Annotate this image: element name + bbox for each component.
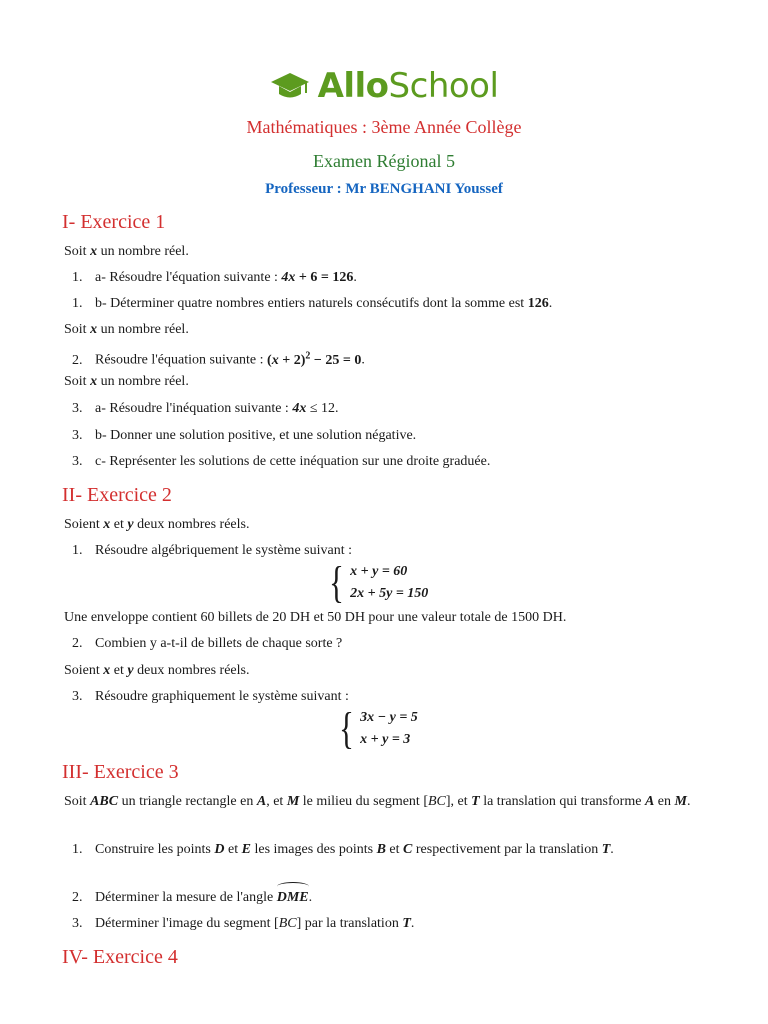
ex1-question-2: 2. Résoudre l'équation suivante : $(x + 2)^2 - 25 = 0$. <box>72 350 365 368</box>
ex1-question-1b: 1. b- Déterminer quatre nombres entiers naturels consécutifs dont la somme est 126. <box>72 296 553 311</box>
subject-title: Mathématiques : 3ème Année Collège <box>246 117 522 137</box>
ex3-question-1: 1. Construire les points D et E les images des points B et C respectivement par la translation T. <box>72 842 614 857</box>
ex2-system-2 <box>336 704 418 753</box>
alloschool-logo[interactable] <box>0 66 768 106</box>
system-1-equation-1: x + y = 60 <box>350 564 408 579</box>
ex3-intro: Soit ABC un triangle rectangle en A, et M le milieu du segment [BC], et T la translation qui transforme A en M. <box>64 794 691 809</box>
professor-name: Professeur : Mr BENGHANI Youssef <box>265 181 503 197</box>
ex1-question-3a: 3. a- Résoudre l'inéquation suivante : 4x ≤ 12. <box>72 401 339 416</box>
ex1-question-1a: 1. a- Résoudre l'équation suivante : 4x + 6 = 126. <box>72 270 357 285</box>
system-2-equation-1: 3x − y = 5 <box>360 710 418 725</box>
exercise-2-title: II- Exercice 2 <box>62 484 172 506</box>
ex1-intro-3: Soit x un nombre réel. <box>64 374 189 389</box>
ex3-question-3: 3. Déterminer l'image du segment [BC] par la translation T. <box>72 916 415 931</box>
graduation-cap-icon <box>270 69 310 103</box>
ex2-question-1: 1. Résoudre algébriquement le système suivant : <box>72 543 352 558</box>
exercise-3-title: III- Exercice 3 <box>62 761 179 783</box>
system-brace: { <box>339 704 354 753</box>
ex1-intro-2: Soit x un nombre réel. <box>64 322 189 337</box>
ex1-intro-1: Soit x un nombre réel. <box>64 244 189 259</box>
exercise-1-title: I- Exercice 1 <box>62 211 166 233</box>
ex2-question-3: 3. Résoudre graphiquement le système suivant : <box>72 689 349 704</box>
ex1-question-3b: 3. b- Donner une solution positive, et une solution négative. <box>72 428 417 443</box>
ex2-context: Une enveloppe contient 60 billets de 20 DH et 50 DH pour une valeur totale de 1500 DH. <box>64 610 567 625</box>
system-1-equation-2: 2x + 5y = 150 <box>350 586 429 601</box>
ex3-question-2: 2. Déterminer la mesure de l'angle DME. <box>72 887 312 909</box>
exam-title: Examen Régional 5 <box>313 151 455 171</box>
exercise-4-title: IV- Exercice 4 <box>62 946 178 968</box>
ex2-question-2: 2. Combien y a-t-il de billets de chaque sorte ? <box>72 636 343 651</box>
ex2-system-1 <box>326 558 429 607</box>
ex2-intro-2: Soient x et y deux nombres réels. <box>64 663 250 678</box>
system-2-equation-2: x + y = 3 <box>360 732 411 747</box>
ex1-question-3c: 3. c- Représenter les solutions de cette inéquation sur une droite graduée. <box>72 454 491 469</box>
angle-arc: DME <box>277 887 309 909</box>
system-brace: { <box>329 558 344 607</box>
ex2-intro-1: Soient x et y deux nombres réels. <box>64 517 250 532</box>
logo-text: AlloSchool <box>317 66 499 106</box>
